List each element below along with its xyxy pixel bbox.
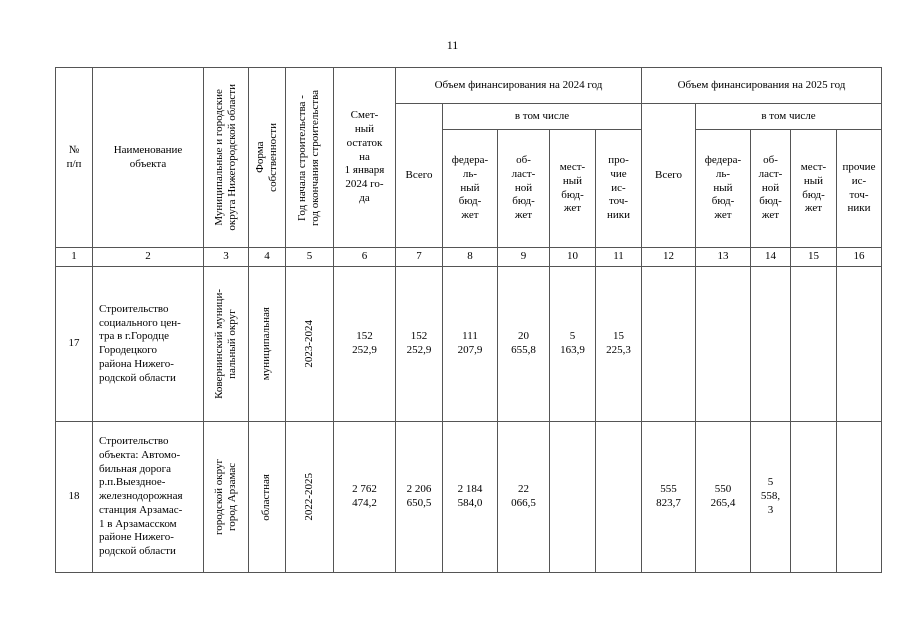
header-other-2024: про- чие ис- точ- ники xyxy=(596,130,642,248)
header-regional-2025: об- ласт- ной бюд- жет xyxy=(751,130,791,248)
table-row xyxy=(56,267,882,422)
row-federal-2024: 2 184 584,0 xyxy=(443,422,498,573)
column-number: 16 xyxy=(837,248,882,267)
column-number: 7 xyxy=(396,248,443,267)
header-municipality xyxy=(204,68,249,248)
row-total-2024: 2 206 650,5 xyxy=(396,422,443,573)
row-regional-2024: 20 655,8 xyxy=(498,267,550,422)
column-number: 6 xyxy=(334,248,396,267)
row-regional-2024: 22 066,5 xyxy=(498,422,550,573)
financing-table xyxy=(55,67,882,573)
header-fin-2025: Объем финансирования на 2025 год xyxy=(642,68,882,104)
row-federal-2025 xyxy=(696,267,751,422)
row-ownership-text: муниципальная xyxy=(260,307,273,381)
row-name: Строительство социального цен- тра в г.Городце Городецкого района Нижего- родской области xyxy=(93,267,204,422)
row-municipality xyxy=(204,422,249,573)
row-municipality-text: городской округ город Арзамас xyxy=(212,458,238,536)
row-municipality-text: Ковернинский муници- пальный округ xyxy=(212,289,238,399)
row-local-2025 xyxy=(791,267,837,422)
column-number: 12 xyxy=(642,248,696,267)
row-ownership xyxy=(249,267,286,422)
header-federal-2025: федера- ль- ный бюд- жет xyxy=(696,130,751,248)
column-number: 8 xyxy=(443,248,498,267)
column-number: 2 xyxy=(93,248,204,267)
row-total-2025: 555 823,7 xyxy=(642,422,696,573)
header-municipality-text: Муниципальные и городские округа Нижегородской области xyxy=(212,84,238,231)
row-num: 17 xyxy=(56,267,93,422)
page-number: 11 xyxy=(446,38,459,52)
header-num: № п/п xyxy=(56,68,93,248)
column-number: 3 xyxy=(204,248,249,267)
header-ownership-text: Форма собственности xyxy=(253,123,279,192)
row-local-2024 xyxy=(550,422,596,573)
row-years xyxy=(286,422,334,573)
row-years-text: 2023-2024 xyxy=(302,320,315,368)
column-number: 9 xyxy=(498,248,550,267)
column-number: 5 xyxy=(286,248,334,267)
header-local-2024: мест- ный бюд- жет xyxy=(550,130,596,248)
header-including-2025: в том числе xyxy=(696,104,882,130)
column-number-row xyxy=(56,248,882,267)
column-number: 15 xyxy=(791,248,837,267)
row-num: 18 xyxy=(56,422,93,573)
header-including-2024: в том числе xyxy=(443,104,642,130)
header-years-text: Год начала строительства - год окончания строительства xyxy=(296,89,322,226)
row-years xyxy=(286,267,334,422)
header-total-2024: Всего xyxy=(396,104,443,248)
row-ownership xyxy=(249,422,286,573)
row-other-2025 xyxy=(837,422,882,573)
row-ownership-text: областная xyxy=(260,473,273,521)
row-municipality xyxy=(204,267,249,422)
row-local-2025 xyxy=(791,422,837,573)
column-number: 11 xyxy=(596,248,642,267)
header-ownership xyxy=(249,68,286,248)
header-name: Наименование объекта xyxy=(93,68,204,248)
row-total-2024: 152 252,9 xyxy=(396,267,443,422)
row-federal-2024: 111 207,9 xyxy=(443,267,498,422)
row-federal-2025: 550 265,4 xyxy=(696,422,751,573)
header-fin-2024: Объем финансирования на 2024 год xyxy=(396,68,642,104)
header-years xyxy=(286,68,334,248)
column-number: 4 xyxy=(249,248,286,267)
row-local-2024: 5 163,9 xyxy=(550,267,596,422)
row-years-text: 2022-2025 xyxy=(302,473,315,521)
row-balance: 2 762 474,2 xyxy=(334,422,396,573)
table-row xyxy=(56,422,882,573)
row-other-2025 xyxy=(837,267,882,422)
column-number: 1 xyxy=(56,248,93,267)
header-other-2025: прочие ис- точ- ники xyxy=(837,130,882,248)
header-total-2025: Всего xyxy=(642,104,696,248)
header-local-2025: мест- ный бюд- жет xyxy=(791,130,837,248)
row-total-2025 xyxy=(642,267,696,422)
header-federal-2024: федера- ль- ный бюд- жет xyxy=(443,130,498,248)
row-name: Строительство объекта: Автомо- бильная дорога р.п.Выездное- железнодорожная станция Арзамас- 1 в Арзамасском районе Нижего- родской области xyxy=(93,422,204,573)
column-number: 14 xyxy=(751,248,791,267)
row-balance: 152 252,9 xyxy=(334,267,396,422)
header-balance: Смет- ный остаток на 1 января 2024 го- да xyxy=(334,68,396,248)
column-number: 10 xyxy=(550,248,596,267)
header-regional-2024: об- ласт- ной бюд- жет xyxy=(498,130,550,248)
column-number: 13 xyxy=(696,248,751,267)
row-regional-2025: 5 558, 3 xyxy=(751,422,791,573)
row-other-2024 xyxy=(596,422,642,573)
row-other-2024: 15 225,3 xyxy=(596,267,642,422)
row-regional-2025 xyxy=(751,267,791,422)
